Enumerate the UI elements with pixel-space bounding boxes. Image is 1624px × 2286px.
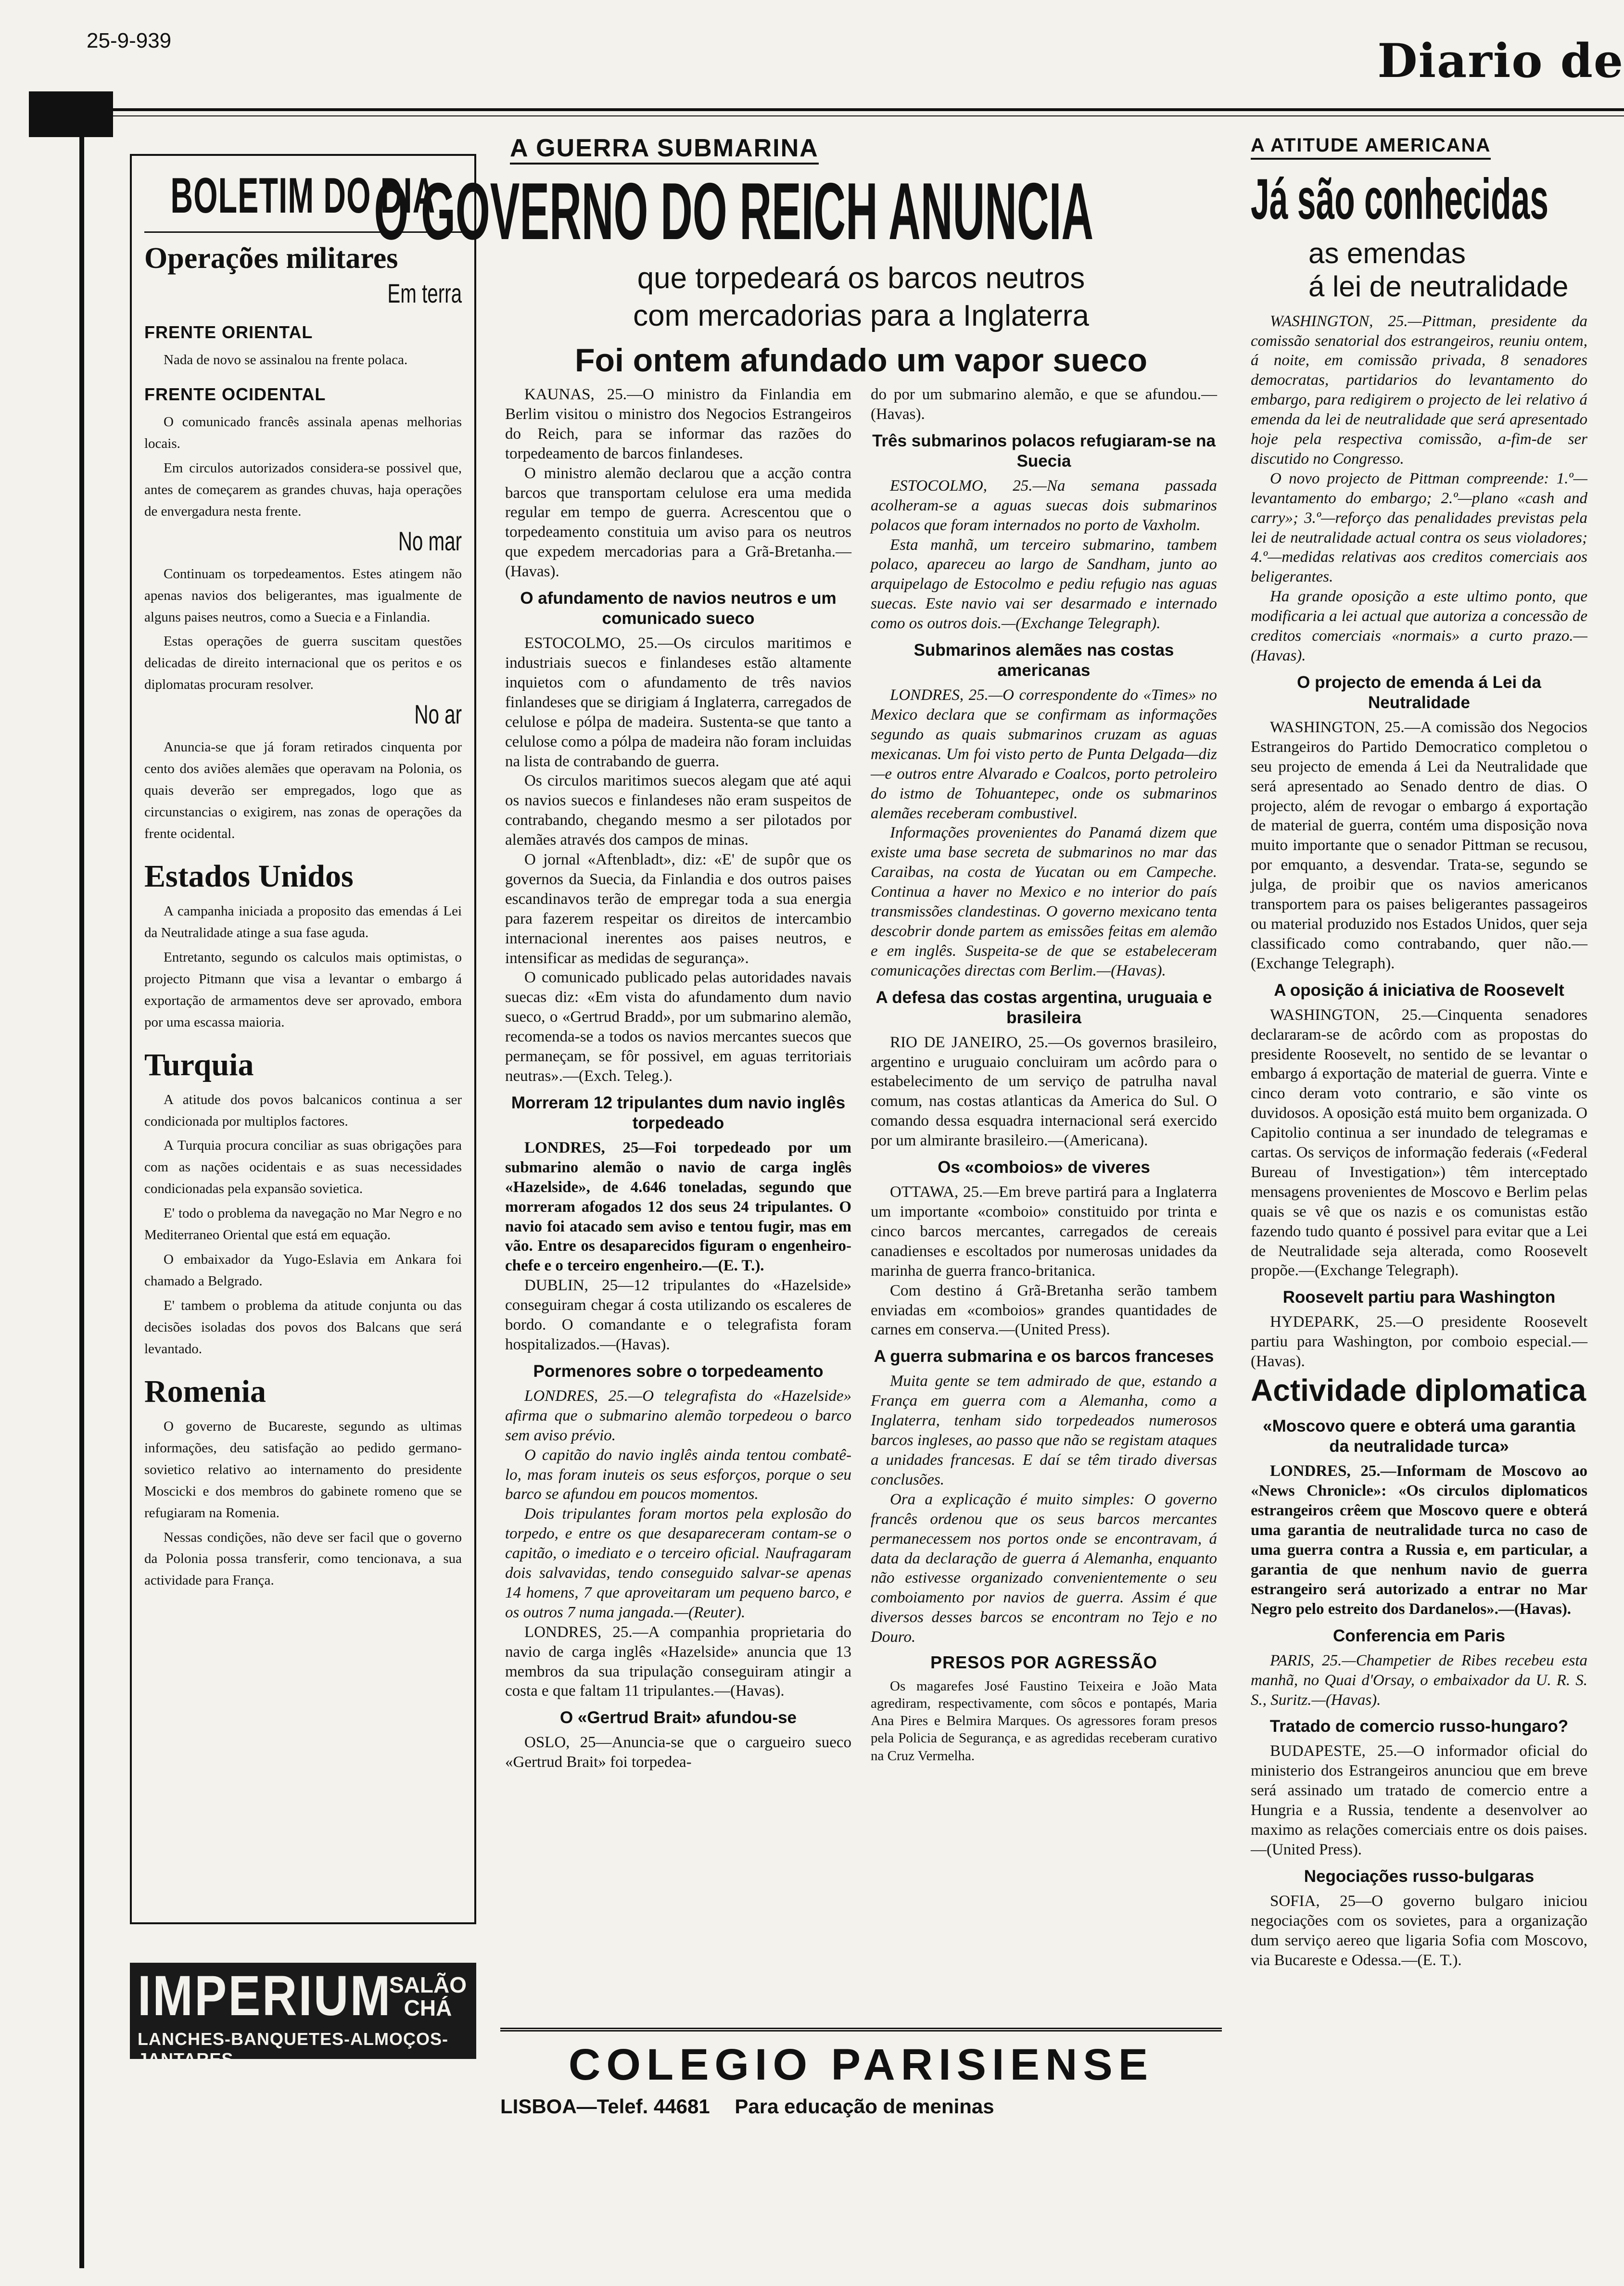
top-rule — [111, 108, 1624, 111]
paragraph: do por um submarino alemão, e que se afundou.—(Havas). — [871, 386, 1217, 423]
article-column — [871, 385, 1217, 1765]
subheadline — [500, 260, 1222, 334]
paragraph: Nada de novo se assinalou na frente polaca. — [164, 352, 408, 368]
paragraph: LONDRES, 25.—O telegrafista do «Hazelside» afirma que o submarino alemão torpedeou o barco sem aviso prévio. — [505, 1387, 851, 1444]
right-subheadline: as emendas — [1308, 237, 1466, 269]
paragraph: Esta manhã, um terceiro submarino, tambem polaco, apareceu ao largo de Sandham, junto ao arquipelago de Estocolmo e pediu refugio nas aguas suecas. Este navio vai ser desarmado e internado como os outros dois.—(Exchange Telegraph). — [871, 536, 1217, 633]
article-heading: Roosevelt partiu para Washington — [1282, 1288, 1556, 1307]
paragraph: O capitão do navio inglês ainda tentou combatê-lo, mas foram inuteis os seus esforços, porque o seu barco se afundou em poucos momentos. — [505, 1446, 851, 1503]
advert-services: LANCHES-BANQUETES-ALMOÇOS-JANTARES — [138, 2029, 448, 2069]
article-heading: A defesa das costas argentina, uruguaia e brasileira — [875, 988, 1212, 1027]
advert-rule — [500, 2028, 1222, 2032]
paragraph: Ora a explicação é muito simples: O governo francês ordenou que os seus barcos mercantes permanecessem nos portos onde se encontravam, á data da declaração de guerra á Alemanha, enquanto não estivesse organizado convenientemente o seu comboiamento por navios de guerra. Assim é que diversos desses barcos se encontram no Tejo e no Douro. — [871, 1490, 1217, 1646]
paragraph: DUBLIN, 25—12 tripulantes do «Hazelside» conseguiram chegar á costa utilizando os escaleres de bordo. O comandante e o telegrafista foram hospitalizados.—(Havas). — [505, 1277, 851, 1353]
paragraph: HYDEPARK, 25.—O presidente Roosevelt partiu para Washington, por comboio especial.—(Havas). — [1251, 1313, 1587, 1371]
masthead: Diario de — [1377, 34, 1624, 88]
paragraph: SOFIA, 25—O governo bulgaro iniciou negociações com os sovietes, para a organização dum serviço aereo que ligaria Sofia com Moscovo, via Bucareste e Odessa.—(E. T.). — [1251, 1892, 1587, 1969]
front-label: FRENTE OCIDENTAL — [144, 384, 326, 404]
imperium-advert — [130, 1963, 476, 2087]
right-headline: Já são conhecidas — [1251, 166, 1548, 231]
paragraph: Estas operações de guerra suscitam questões delicadas de direito internacional que os peritos e os diplomatas procuram resolver. — [144, 634, 462, 693]
subsection-heading: Em terra — [387, 278, 462, 308]
colegio-advert-name: COLEGIO PARISIENSE — [568, 2040, 1154, 2089]
page-date: 25-9-939 — [87, 29, 172, 52]
paragraph: O ministro alemão declarou que a acção contra barcos que transportam celulose era uma medida regular em tempo de guerra. Acrescentou que o torpedeamento constituia um aviso para os neutros que expedem mercadorias para a Grã-Bretanha.—(Havas). — [505, 464, 851, 581]
paragraph: O jornal «Aftenbladt», diz: «E' de supôr que os governos da Suecia, da Finlandia e dos outros paises escandinavos terão de empregar toda a sua energia para fazerem respeitar os direitos de intercambio internacional inerentes aos paises neutros, e intensificar as medidas de segurança». — [505, 851, 851, 967]
headline-wrap — [374, 166, 1222, 256]
subheadline-line: que torpedeará os barcos neutros — [637, 262, 1085, 295]
paragraph: O embaixador da Yugo-Eslavia em Ankara foi chamado a Belgrado. — [144, 1252, 462, 1289]
paragraph: A atitude dos povos balcanicos continua a ser condicionada por multiplos factores. — [144, 1092, 462, 1129]
paragraph: Dois tripulantes foram mortos pela explosão do torpedo, e entre os que desapareceram contam-se o capitão, o imediato e o terceiro oficial. Naufragaram dois salvavidas, tendo conseguido salvar-se apenas 14 homens, 7 que aproveitaram um pequeno barco, e os outros 7 numa jangada.—(Reuter). — [505, 1505, 851, 1621]
left-margin-line — [79, 137, 84, 2268]
paragraph: ESTOCOLMO, 25.—Na semana passada acolheram-se a aguas suecas dois submarinos polacos que foram internados no porto de Vaxholm. — [871, 477, 1217, 534]
paragraph: Informações provenientes do Panamá dizem que existe uma base secreta de submarinos no mar das Caraibas, na costa de Yucatan ou em Campeche. Continua a haver no Mexico e no interior do país transmissões clandestinas. O governo mexicano tenta descobrir donde partem as emissões feitas em alemão e em inglês. Suspeita-se de que se estabeleceram comunicações directas com Berlim.—(Havas). — [871, 824, 1217, 979]
colegio-tagline: Para educação de meninas — [735, 2095, 994, 2118]
paragraph: E' todo o problema da navegação no Mar Negro e no Mediterraneo Oriental que está em equação. — [144, 1206, 462, 1243]
article-heading: Os «comboios» de viveres — [938, 1158, 1150, 1177]
presos-heading: PRESOS POR AGRESSÃO — [930, 1652, 1157, 1673]
paragraph: LONDRES, 25—Foi torpedeado por um submarino alemão o navio de carga inglês «Hazelside», de 4.646 toneladas, segundo que morreram afogados 12 dos seus 24 tripulantes. O navio foi atacado sem aviso e tentou fugir, mas em vão. Entre os desaparecidos figuram o engenheiro-chefe e o terceiro engenheiro.—(E. T.). — [505, 1139, 851, 1275]
paragraph: OSLO, 25—Anuncia-se que o cargueiro sueco «Gertrud Brait» foi torpedea- — [505, 1734, 851, 1771]
article-heading: Negociações russo-bulgaras — [1304, 1867, 1535, 1886]
advert-side-line: SALÃO — [389, 1972, 467, 1997]
paragraph: Ha grande oposição a este ultimo ponto, que modificaria a lei actual que autoriza a concessão de creditos comerciais «normais» a curto prazo.—(Havas). — [1251, 588, 1587, 664]
subheadline-line: com mercadorias para a Inglaterra — [633, 299, 1089, 332]
article-heading: Três submarinos polacos refugiaram-se na Suecia — [872, 431, 1216, 470]
article-heading: A guerra submarina e os barcos franceses — [874, 1347, 1214, 1366]
top-rule-thin — [111, 115, 1624, 116]
black-marker — [29, 91, 113, 137]
paragraph: E' tambem o problema da atitude conjunta ou das decisões isoladas dos povos dos Balcans que será levantado. — [144, 1298, 462, 1357]
article-heading: «Moscovo quere e obterá uma garantia da neutralidade turca» — [1263, 1417, 1575, 1456]
section-heading: Actividade diplomatica — [1251, 1373, 1586, 1408]
section-heading: Estados Unidos — [144, 858, 354, 894]
section-kicker: A GUERRA SUBMARINA — [510, 134, 819, 165]
paragraph: WASHINGTON, 25.—Cinquenta senadores declararam-se de acôrdo com as propostas do presidente Roosevelt, no sentido de se levantar o embargo á exportação de material de guerra. Vinte e cinco deram voto contrario, e são vinte os duvidosos. A oposição está muito bem organizada. O Capitolio continua a ser inundado de telegramas e cartas. Os serviços de informação federais («Federal Bureau of Investigation») têm interceptado mensagens provenientes de Moscovo e Berlim pelas quais se vê que os nazis e os comunistas estão fazendo tudo quanto é possivel para evitar que a Lei de Neutralidade seja alterada, como Roosevelt propõe.—(Exchange Telegraph). — [1251, 1006, 1587, 1280]
article-heading: O «Gertrud Brait» afundou-se — [559, 1708, 797, 1727]
colegio-phone: LISBOA—Telef. 44681 — [500, 2095, 710, 2118]
article-heading: O afundamento de navios neutros e um comunicado sueco — [520, 589, 837, 628]
paragraph: LONDRES, 25.—A companhia proprietaria do navio de carga inglês «Hazelside» anuncia que 13 membros da sua tripulação conseguiram atingir a costa e que faltam 11 tripulantes.—(Havas). — [505, 1623, 851, 1700]
colegio-advert-line — [500, 2095, 1222, 2118]
article-heading: Pormenores sobre o torpedeamento — [533, 1361, 824, 1381]
advert-side-line: CHÁ — [404, 1995, 452, 2021]
paragraph: WASHINGTON, 25.—Pittman, presidente da comissão senatorial dos estrangeiros, reuniu ontem, á noite, em comissão privada, 8 senadores democratas, partidarios do levantamento do embargo, para redigirem o projecto de lei relativo á emenda da lei de neutralidade que será apresentado hoje pela respectiva comissão, a-fim-de ser discutido no Congresso. — [1251, 312, 1587, 468]
paragraph: O governo de Bucareste, segundo as ultimas informações, deu satisfação ao pedido germano-sovietico relativo ao internamento do presidente Moscicki e dos membros do gabinete romeno que se refugiaram na Romenia. — [144, 1418, 462, 1521]
paragraph: Os circulos maritimos suecos alegam que até aqui os navios suecos e finlandeses não eram suspeitos de contrabando, chegando mesmo a ser pilotados por alemães através dos campos de minas. — [505, 772, 851, 849]
paragraph: O novo projecto de Pittman compreende: 1.º—levantamento do embargo; 2.º—plano «cash and carry»; 3.º—reforço das penalidades previstas pela lei de neutralidade actual contra os seus violadores; 4.º—medidas relativas aos creditos comerciais aos beligerantes. — [1251, 470, 1587, 586]
paragraph: Muita gente se tem admirado de que, estando a França em guerra com a Alemanha, como a Inglaterra, tenham sido torpedeados numerosos barcos ingleses, ao passo que não se registam ataques a unidades francesas. E daí se têm tirado diversas conclusões. — [871, 1372, 1217, 1488]
paragraph: Com destino á Grã-Bretanha serão tambem enviadas em «comboios» grandes quantidades de carnes em conserva.—(United Press). — [871, 1282, 1217, 1339]
paragraph: O comunicado francês assinala apenas melhorias locais. — [144, 414, 462, 451]
advert-side — [389, 1973, 467, 2020]
deck-headline: Foi ontem afundado um vapor sueco — [574, 342, 1148, 379]
paragraph: RIO DE JANEIRO, 25.—Os governos brasileiro, argentino e uruguaio concluiram um acôrdo para o estabelecimento de um serviço de patrulha naval comum, nas costas atlanticas da America do Sul. O comando dessa esquadra internacional será exercido por um almirante brasileiro.—(Americana). — [871, 1033, 1217, 1150]
section-heading: Turquia — [144, 1047, 254, 1082]
paragraph: PARIS, 25.—Champetier de Ribes recebeu esta manhã, no Quai d'Orsay, o embaixador da U. R. S. S., Suritz.—(Havas). — [1251, 1651, 1587, 1709]
paragraph: A campanha iniciada a proposito das emendas á Lei da Neutralidade atinge a sua fase aguda. — [144, 903, 462, 940]
article-heading: Conferencia em Paris — [1333, 1626, 1505, 1645]
boletim-box — [130, 154, 476, 1924]
section-heading: Operações militares — [144, 242, 398, 275]
paragraph: Anuncia-se que já foram retirados cinquenta por cento dos aviões alemães que operavam na Polonia, os quais deverão ser empregados, logo que as circunstancias o exigirem, nas zonas de operações da frente ocidental. — [144, 739, 462, 841]
right-subheadline: á lei de neutralidade — [1308, 270, 1569, 303]
paragraph: Nessas condições, não deve ser facil que o governo da Polonia possa transferir, como tencionava, a sua actividade para França. — [144, 1529, 462, 1588]
article-heading: O projecto de emenda á Lei da Neutralidade — [1297, 673, 1541, 712]
article-heading: Tratado de comercio russo-hungaro? — [1269, 1717, 1569, 1736]
paragraph: Continuam os torpedeamentos. Estes atingem não apenas navios dos beligerantes, mas igualmente de alguns paises neutros, como a Suecia e a Finlandia. — [144, 566, 462, 625]
advert-name: IMPERIUM — [138, 1964, 392, 2028]
advert-address: Rua S. Justa 105 - T. 27527 — [166, 2072, 334, 2087]
paragraph: OTTAWA, 25.—Em breve partirá para a Inglaterra um importante «comboio» constituido por trinta e cinco barcos mercantes, carregados de cereais canadienses e escoltados por numerosas unidades da marinha de guerra franco-britanica. — [871, 1183, 1217, 1280]
article-heading: Morreram 12 tripulantes dum navio inglês torpedeado — [511, 1093, 846, 1132]
subsection-heading: No mar — [398, 525, 462, 556]
article-heading: A oposição á iniciativa de Roosevelt — [1274, 980, 1564, 1000]
paragraph: BUDAPESTE, 25.—O informador oficial do ministerio dos Estrangeiros anunciou que em breve será assinado um tratado de comercio entre a Hungria e a Russia, tendente a desenvolver ao maximo as relações comerciais entre os dois paises.—(United Press). — [1251, 1742, 1587, 1858]
article-column — [505, 385, 851, 1772]
paragraph: WASHINGTON, 25.—A comissão dos Negocios Estrangeiros do Partido Democratico completou o seu projecto de emenda á Lei da Neutralidade que será apresentado ao Senado dentro de dias. O projecto, além de revogar o embargo á exportação de material de guerra, contém uma disposição nova muito importante que o senador Pittman se recusou, por emquanto, a desvendar. Trata-se, segundo se julga, de proibir que os navios americanos transportem para os paises beligerantes passageiros ou material produzido nos Estados Unidos, quer seja classificado como contrabando, quer não.—(Exchange Telegraph). — [1251, 718, 1587, 972]
paragraph: Entretanto, segundo os calculos mais optimistas, o projecto Pitmann que visa a levantar o embargo á exportação de armamentos deve ser aprovado, embora por uma escassa maioria. — [144, 949, 462, 1030]
section-heading: Romenia — [144, 1373, 266, 1409]
paragraph: Em circulos autorizados considera-se possivel que, antes de começarem as grandes chuvas, haja operações de envergadura nesta frente. — [144, 460, 462, 519]
center-kicker-wrap — [510, 134, 819, 165]
paragraph: Os magarefes José Faustino Teixeira e João Mata agrediram, respectivamente, com sôcos e pontapés, Maria Ana Pires e Belmira Marques. Os agressores foram presos pela Policia de Segurança, e as agredidas receberam curativo na Cruz Vermelha. — [871, 1678, 1217, 1764]
main-headline: O GOVERNO DO REICH ANUNCIA — [374, 166, 1094, 256]
section-kicker: A ATITUDE AMERICANA — [1251, 134, 1491, 160]
paragraph: LONDRES, 25.—O correspondente do «Times» no Mexico declara que se confirmam as informações segundo as quais submarinos cruzam as aguas mexicanas. Um foi visto perto de Punta Delgada—diz—e outros entre Alvarado e Coalcos, porto petroleiro do istmo de Tohuantepec, onde os submarinos alemães receberam combustivel. — [871, 686, 1217, 822]
paragraph: KAUNAS, 25.—O ministro da Finlandia em Berlim visitou o ministro dos Negocios Estrangeiros do Reich, para se informar das razões do torpedeamento de barcos finlandeses. — [505, 386, 851, 462]
paragraph: A Turquia procura conciliar as suas obrigações para com as nações ocidentais e as suas necessidades condicionadas pela expansão sovietica. — [144, 1138, 462, 1197]
paragraph: LONDRES, 25.—Informam de Moscovo ao «News Chronicle»: «Os circulos diplomaticos estrangeiros crêem que Moscovo quere e obterá uma garantia de neutralidade turca no caso de uma guerra contra a Russia e, em particular, a garantia de que nenhum navio de guerra estrangeiro será autorizado a entrar no Mar Negro pelo estreito dos Dardanelos».—(Havas). — [1251, 1462, 1587, 1618]
article-heading: Submarinos alemães nas costas americanas — [914, 641, 1174, 680]
paragraph: O comunicado publicado pelas autoridades navais suecas diz: «Em vista do afundamento dum navio sueco, o «Gertrud Bradd», por um submarino alemão, recomenda-se a todos os navios mercantes suecos que permaneçam, se fôr possivel, em aguas territoriais neutras».—(Exch. Teleg.). — [505, 969, 851, 1085]
paragraph: ESTOCOLMO, 25.—Os circulos maritimos e industriais suecos e finlandeses estão altamente inquietos com o afundamento de três navios finlandeses que se dirigiam á Inglaterra, carregados de celulose e pólpa de madeira. Sustenta-se que tanto a celulose como a pólpa de madeira não foram incluidas na lista de contrabando de guerra. — [505, 635, 851, 770]
boletim-title: BOLETIM DO DIA — [170, 168, 436, 224]
right-column — [1251, 134, 1587, 1970]
subsection-heading: No ar — [414, 699, 462, 730]
front-label: FRENTE ORIENTAL — [144, 322, 313, 342]
